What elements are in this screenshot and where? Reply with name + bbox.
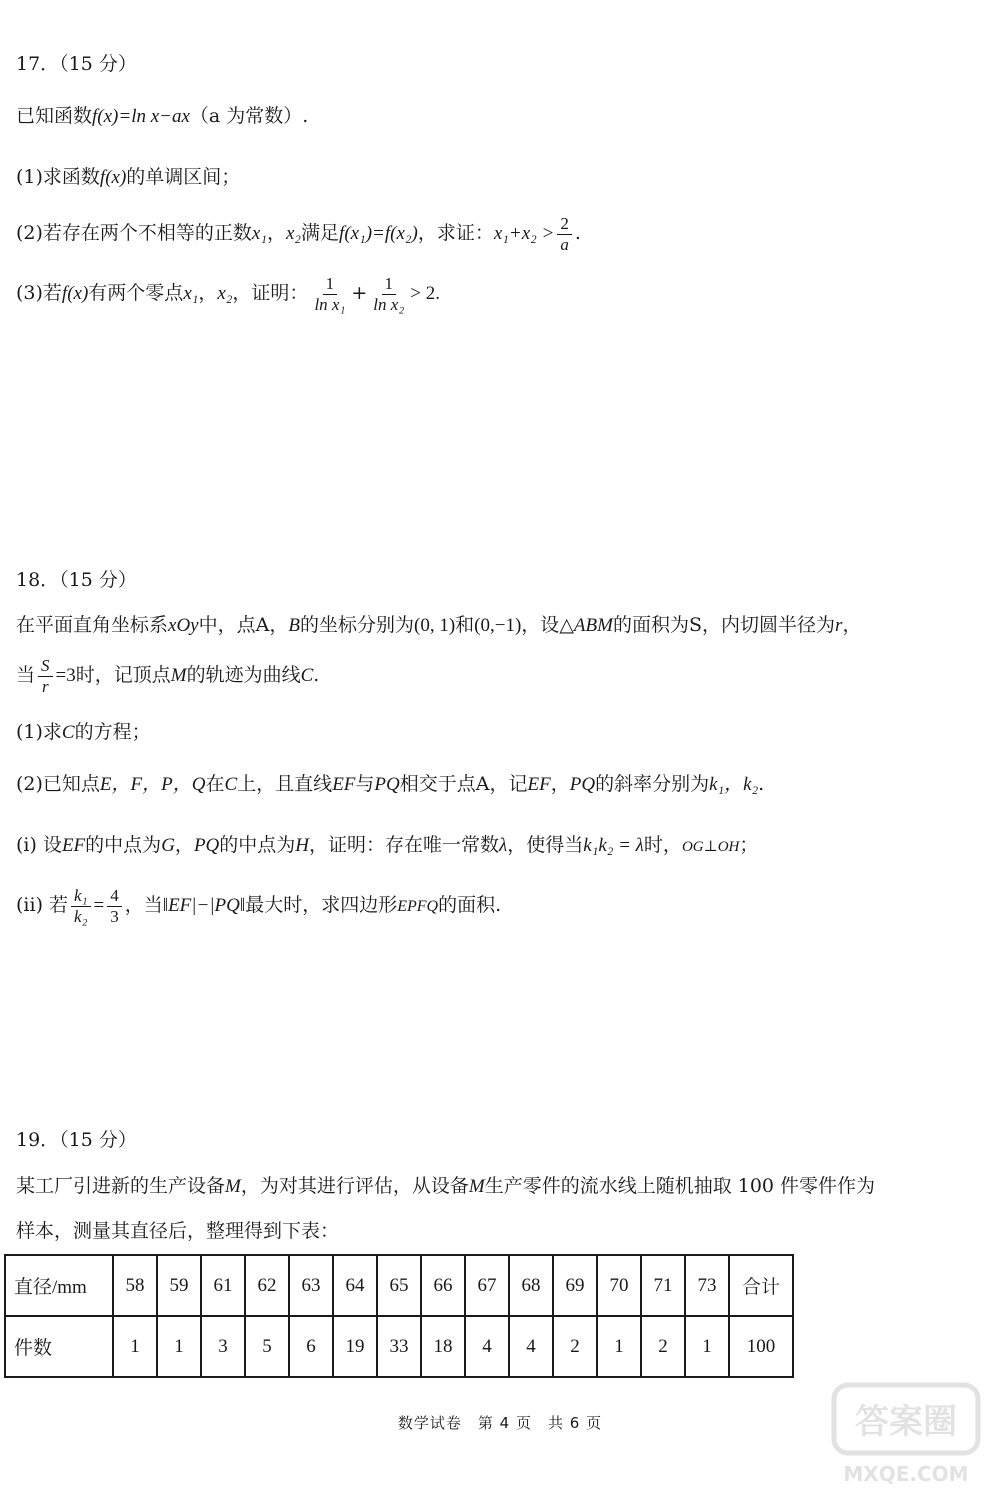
q18-p2-i: . [758,773,765,795]
q18-pi-d: 的中点为 [219,834,296,856]
q17-p3-den2: ln x₂ [373,294,405,314]
table-cell-count: 1 [157,1316,201,1377]
table-cell-diameter: 65 [377,1255,421,1316]
q18-p1-C: C [61,722,75,743]
table-cell-count: 4 [509,1316,553,1377]
q17-p3-mid: 有两个零点 [88,282,184,305]
q17-p3-plus: + [351,282,368,305]
q17-stem-post: （a 为常数）. [189,105,309,127]
q18-pi-cond: k₁k₂ = λ [583,835,644,856]
q17-p2-num: 2 [557,214,572,235]
q18-s2-den: r [41,676,49,696]
q18-pii-quad: EPFQ [397,898,439,916]
q17-p2-fraction [557,214,572,254]
table-cell-diameter: 61 [201,1255,245,1316]
q19-s1-M2: M [468,1176,485,1197]
q18-pi-perp: OG⊥OH [681,839,740,855]
q18-p2-EF2: EF [527,774,551,795]
q18-p2-PQ2: PQ [569,774,596,795]
q19-stem-line1 [16,1174,875,1200]
q18-pii-eq: = [93,895,105,917]
q17-part2 [16,214,581,254]
q18-p2-e: 相交于点 [399,773,476,795]
q17-p2-end: . [574,222,581,245]
table-cell-count: 1 [113,1316,157,1377]
q18-s1-a: 在平面直角坐标系 [16,614,169,636]
table-total-label: 合计 [729,1255,793,1316]
q17-p2-den: a [560,234,569,254]
q17-p1-post: 的单调区间； [126,166,241,188]
q19-s1-c: 生产零件的流水线上随机抽取 100 件零件作为 [484,1175,876,1197]
table-cell-count: 2 [641,1316,685,1377]
q18-s1-c: ， [269,614,289,636]
q19-s1-a: 某工厂引进新的生产设备 [16,1175,226,1197]
q18-part2-ii [16,886,501,926]
q17-p1-formula: f(x) [99,167,127,188]
watermark-logo [826,1373,986,1493]
q17-p2-sep: ， [266,222,286,245]
q18-s2-d: . [313,664,320,687]
table-cell-count: 2 [553,1316,597,1377]
q18-s1-S: S [688,614,703,636]
table-cell-diameter: 59 [157,1255,201,1316]
table-cell-count: 1 [597,1316,641,1377]
q18-p1-pre: (1)求 [16,721,62,743]
q18-pi-EF: EF [61,835,86,856]
q18-s2-num: S [38,656,53,677]
q17-p2-prove: ，求证： [417,222,494,245]
q17-stem-formula: f(x)=ln x−ax [92,106,190,127]
q18-s1-i: ， [842,614,862,636]
q18-p2-k: k₁，k₂ [709,774,759,795]
table-cell-count: 33 [377,1316,421,1377]
q18-s2-C: C [300,665,314,687]
q18-pii-num: k₁ [71,886,90,907]
table-cell-count: 3 [201,1316,245,1377]
q17-p3-pre: (3)若 [16,282,62,305]
q17-p3-prove: ，证明： [232,282,309,305]
q18-s1-p1: (0, 1) [414,615,456,636]
q17-p3-num1: 1 [323,274,338,295]
q17-p3-fraction1 [311,274,348,314]
table-cell-count: 1 [685,1316,729,1377]
q19-s1-b: ，为对其进行评估，从设备 [240,1175,469,1197]
q18-pi-b: 的中点为 [85,834,162,856]
q18-p2-c: 上，且直线 [237,773,333,795]
q18-part2-i [16,833,758,859]
q17-p2-x2: x₂ [285,223,302,245]
q18-pii-d: 的面积. [438,894,502,917]
page-footer: 数学试卷 第 4 页 共 6 页 [397,1414,603,1432]
q17-p3-fraction2 [370,274,407,314]
table-cell-diameter: 73 [685,1255,729,1316]
q17-p2-pre: (2)若存在两个不相等的正数 [16,222,252,245]
q17-stem [16,104,308,130]
watermark-text: MXQE.COM [843,1462,969,1486]
table-cell-diameter: 62 [245,1255,289,1316]
table-cell-diameter: 63 [289,1255,333,1316]
q17-p3-x2: x₂ [217,283,233,305]
table-row-label-count: 件数 [5,1316,113,1377]
q18-pi-PQ: PQ [193,835,220,856]
table-total-value: 100 [729,1316,793,1377]
q17-p3-num2: 1 [382,274,397,295]
q18-s1-xoy: xOy [168,615,199,636]
q18-pi-h: ； [739,834,759,856]
q18-part2 [16,772,764,798]
q17-part1 [16,165,240,191]
q18-s1-d: 的坐标分别为 [299,614,414,636]
q18-p2-d: 与 [355,773,375,795]
table-cell-diameter: 58 [113,1255,157,1316]
diameter-table [4,1254,794,1378]
q18-s2-b: 时，记顶点 [75,664,171,687]
q17-p3-formula: f(x) [61,283,89,305]
q18-s1-h: ，内切圆半径为 [702,614,836,636]
q18-pii-den: k₂ [74,906,88,926]
table-cell-diameter: 67 [465,1255,509,1316]
q18-part1 [16,720,151,746]
q19-header: 19．（15 分） [16,1129,137,1151]
q19-s1-M: M [225,1176,241,1197]
q18-p1-post: 的方程； [74,721,151,743]
table-cell-diameter: 68 [509,1255,553,1316]
q18-pii-b: ，当 [124,894,163,917]
q18-pi-g: 时， [643,834,682,856]
q18-p2-A: A [475,773,490,795]
q18-pii-c: 最大时，求四边形 [245,894,398,917]
q18-s1-B: B [288,615,300,636]
q18-p2-h: 的斜率分别为 [595,773,710,795]
q18-s1-p2: (0,−1) [474,615,522,636]
q18-p2-b: 在 [205,773,225,795]
table-cell-count: 6 [289,1316,333,1377]
q18-s1-f: ，设 [521,614,560,636]
table-cell-diameter: 70 [597,1255,641,1316]
q18-pi-G: G [161,835,175,856]
q18-s2-fraction [38,656,53,696]
q18-p2-C: C [224,774,238,795]
q18-pi-H: H [295,835,310,856]
q18-s1-r: r [835,615,843,636]
table-cell-count: 19 [333,1316,377,1377]
q17-p1-pre: (1)求函数 [16,166,100,188]
q18-pi-e: ，证明：存在唯一常数 [309,834,500,856]
q18-s2-eq: =3 [55,665,76,687]
table-cell-count: 5 [245,1316,289,1377]
q17-part3 [16,274,440,314]
table-row-diameter [5,1255,793,1316]
q19-stem-line2: 样本，测量其直径后，整理得到下表： [16,1220,340,1242]
q18-pii-den2: 3 [110,906,119,926]
q18-pii-a: (ii) 若 [16,894,69,917]
table-cell-diameter: 64 [333,1255,377,1316]
table-cell-count: 4 [465,1316,509,1377]
q18-s1-tri: △ABM [559,615,613,636]
q18-pi-a: (i) 设 [16,834,62,856]
q18-pii-fraction2 [107,886,122,926]
q17-stem-pre: 已知函数 [16,105,93,127]
q17-p3-sep: ， [198,282,218,305]
q18-pi-c: ， [174,834,194,856]
q18-pii-fraction1 [71,886,90,926]
q18-pi-f: ，使得当 [507,834,584,856]
q17-header: 17．（15 分） [16,53,137,75]
q17-p2-lhs: x₁+x₂ > [493,223,555,245]
q18-p2-pts: E，F，P，Q [99,774,206,795]
q18-s1-A: A [255,614,270,636]
table-cell-count: 18 [421,1316,465,1377]
q18-p2-PQ: PQ [374,774,400,795]
table-cell-diameter: 66 [421,1255,465,1316]
table-cell-diameter: 69 [553,1255,597,1316]
q18-stem-line2 [16,656,319,696]
q17-p2-formula: f(x₁)=f(x₂) [339,223,418,245]
q18-s2-a: 当 [16,664,36,687]
q17-p3-x1: x₁ [183,283,199,305]
q18-header: 18．（15 分） [16,569,137,591]
q18-pii-expr: ‖EF|−|PQ‖ [162,895,246,917]
q18-p2-f: ，记 [489,773,528,795]
q17-p3-den1: ln x₁ [314,294,346,314]
table-row-count [5,1316,793,1377]
q18-s1-e: 和 [455,614,475,636]
q18-s1-b: 中，点 [198,614,256,636]
q17-p2-x1: x₁ [251,223,267,245]
q18-p2-EF: EF [332,774,356,795]
q18-pi-lambda: λ [499,835,508,856]
table-row-label-diameter: 直径/mm [5,1255,113,1316]
q18-pii-num2: 4 [107,886,122,907]
q18-stem-line1 [16,613,861,639]
table-cell-diameter: 71 [641,1255,685,1316]
svg-text:答案圈: 答案圈 [855,1402,957,1442]
q18-s2-c: 的轨迹为曲线 [186,664,301,687]
q18-p2-g: ， [550,773,570,795]
q17-p2-mid: 满足 [301,222,340,245]
q17-p3-rhs: > 2. [410,283,440,305]
q18-s2-M: M [170,665,187,687]
q18-s1-g: 的面积为 [612,614,689,636]
q18-p2-a: (2)已知点 [16,773,100,795]
